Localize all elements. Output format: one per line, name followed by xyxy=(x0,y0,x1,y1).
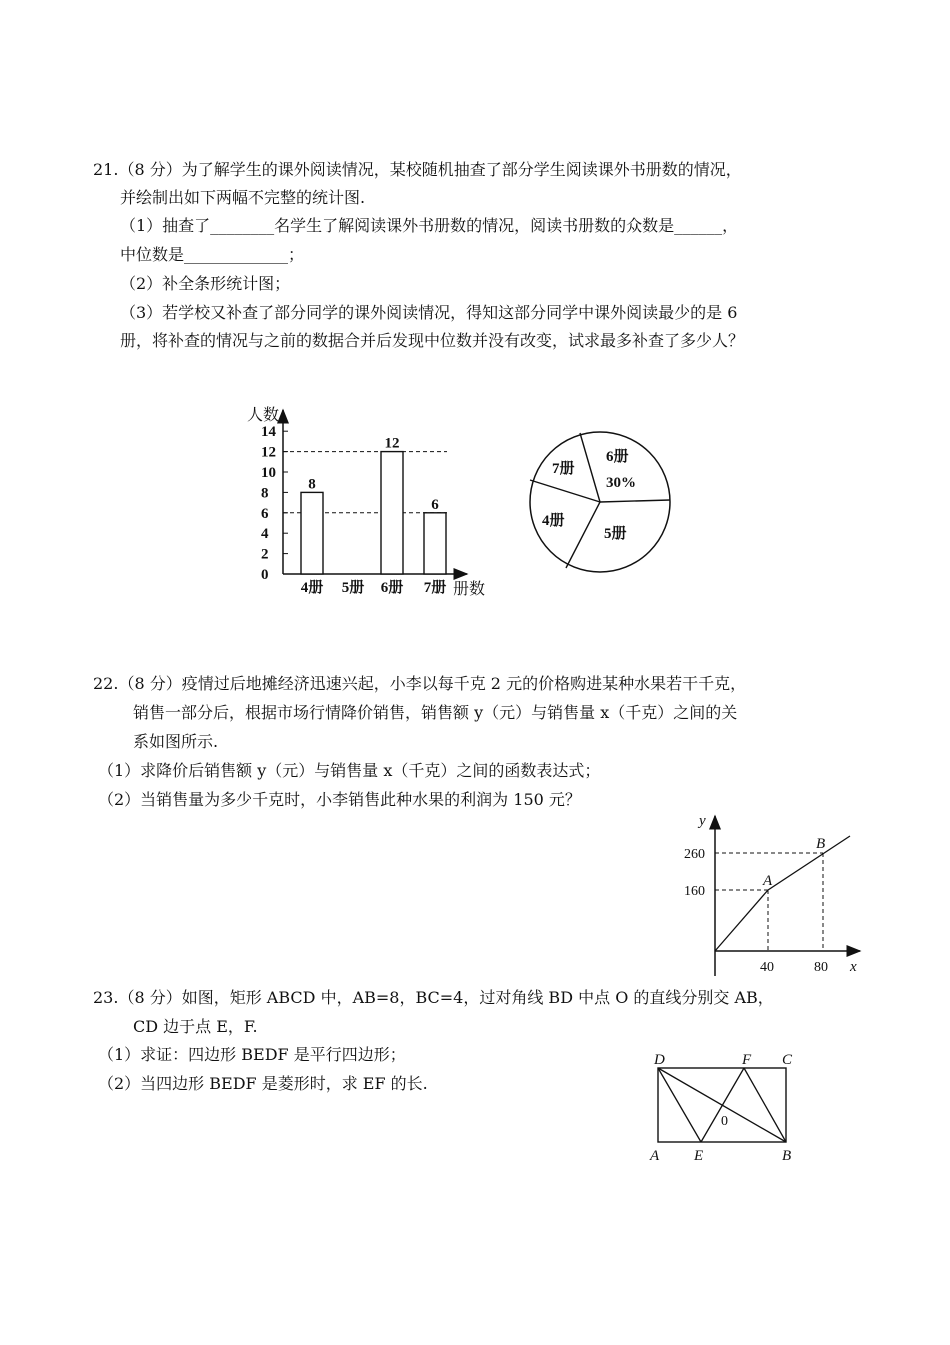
label-a: A xyxy=(650,1148,660,1164)
y-tick-label: 6 xyxy=(261,505,269,522)
pie-label-7: 7册 xyxy=(552,461,575,477)
q21-line-3: （1）抽查了________名学生了解阅读课外书册数的情况，阅读书册数的众数是______， xyxy=(120,216,739,235)
label-d: D xyxy=(654,1052,665,1068)
x-axis-title: 册数 xyxy=(453,581,486,598)
x-tick-label: 7册 xyxy=(423,580,447,596)
point-a-label: A xyxy=(763,873,773,889)
segment-oa xyxy=(715,890,768,951)
x-tick-label: 6册 xyxy=(380,580,404,596)
y-axis-label: y xyxy=(699,813,706,829)
bar-value-label: 8 xyxy=(308,476,316,493)
bar xyxy=(301,492,323,574)
bar xyxy=(381,452,403,574)
q22-line-4: （1）求降价后销售额 y（元）与销售量 x（千克）之间的函数表达式； xyxy=(98,761,601,780)
q23-line-4: （2）当四边形 BEDF 是菱形时，求 EF 的长. xyxy=(98,1074,428,1093)
q22-line-5: （2）当销售量为多少千克时，小李销售此种水果的利润为 150 元？ xyxy=(98,790,581,809)
segment-fb xyxy=(744,1068,786,1142)
q21-line-1: 21.（8 分）为了解学生的课外阅读情况，某校随机抽查了部分学生阅读课外书册数的情况， xyxy=(93,160,742,179)
x-axis-label: x xyxy=(850,959,857,975)
y-label-160: 160 xyxy=(684,884,705,899)
y-tick-label: 12 xyxy=(261,444,276,461)
segment-ab xyxy=(768,836,850,890)
x-tick-label: 5册 xyxy=(341,580,365,596)
q23-line-3: （1）求证：四边形 BEDF 是平行四边形； xyxy=(98,1045,406,1064)
label-e: E xyxy=(694,1148,704,1164)
y-tick-label: 0 xyxy=(261,567,269,583)
q21-line-7: 册，将补查的情况与之前的数据合并后发现中位数并没有改变，试求最多补查了多少人？ xyxy=(120,331,745,350)
rectangle-figure xyxy=(640,1048,810,1168)
y-axis-title: 人数 xyxy=(247,407,280,424)
bar xyxy=(424,513,446,574)
pie-label-4: 4册 xyxy=(542,513,565,529)
y-tick-label: 14 xyxy=(261,424,276,441)
y-tick-label: 10 xyxy=(261,465,276,481)
q21-line-2: 并绘制出如下两幅不完整的统计图. xyxy=(120,188,366,207)
q21-line-6: （3）若学校又补查了部分同学的课外阅读情况，得知这部分同学中课外阅读最少的是 6 xyxy=(120,303,738,322)
q21-line-4: 中位数是_____________； xyxy=(120,245,305,264)
pie-label-5: 5册 xyxy=(604,526,627,542)
y-tick-label: 2 xyxy=(261,546,269,563)
bar-value-label: 12 xyxy=(384,435,400,452)
q23-line-2: CD 边于点 E，F. xyxy=(133,1017,258,1036)
label-f: F xyxy=(742,1052,752,1068)
segment-ef xyxy=(701,1068,744,1142)
q23-line-1: 23.（8 分）如图，矩形 ABCD 中，AB=8，BC=4，过对角线 BD 中点 O 的直线分别交 AB， xyxy=(93,988,774,1007)
y-label-260: 260 xyxy=(684,847,705,862)
q22-line-3: 系如图所示. xyxy=(133,732,219,751)
bar-value-label: 6 xyxy=(431,496,439,513)
q22-line-2: 销售一部分后，根据市场行情降价销售，销售额 y（元）与销售量 x（千克）之间的关 xyxy=(133,703,738,722)
x-label-80: 80 xyxy=(814,960,828,975)
segment-de xyxy=(658,1068,701,1142)
pie-percent-label: 30% xyxy=(606,475,636,491)
label-o: 0 xyxy=(721,1114,728,1129)
label-b: B xyxy=(782,1148,792,1164)
label-c: C xyxy=(782,1052,793,1068)
x-label-40: 40 xyxy=(760,960,774,975)
q22-line-1: 22.（8 分）疫情过后地摊经济迅速兴起，小李以每千克 2 元的价格购进某种水果若干千克， xyxy=(93,674,747,693)
point-b-label: B xyxy=(816,836,826,852)
x-tick-label: 4册 xyxy=(300,580,324,596)
y-tick-label: 8 xyxy=(261,485,269,502)
sales-graph xyxy=(680,808,870,978)
pie-chart xyxy=(520,428,680,578)
y-tick-label: 4 xyxy=(261,526,269,543)
q21-line-5: （2）补全条形统计图； xyxy=(120,274,291,293)
pie-label-6: 6册 xyxy=(606,449,629,465)
bar-chart xyxy=(235,400,505,600)
